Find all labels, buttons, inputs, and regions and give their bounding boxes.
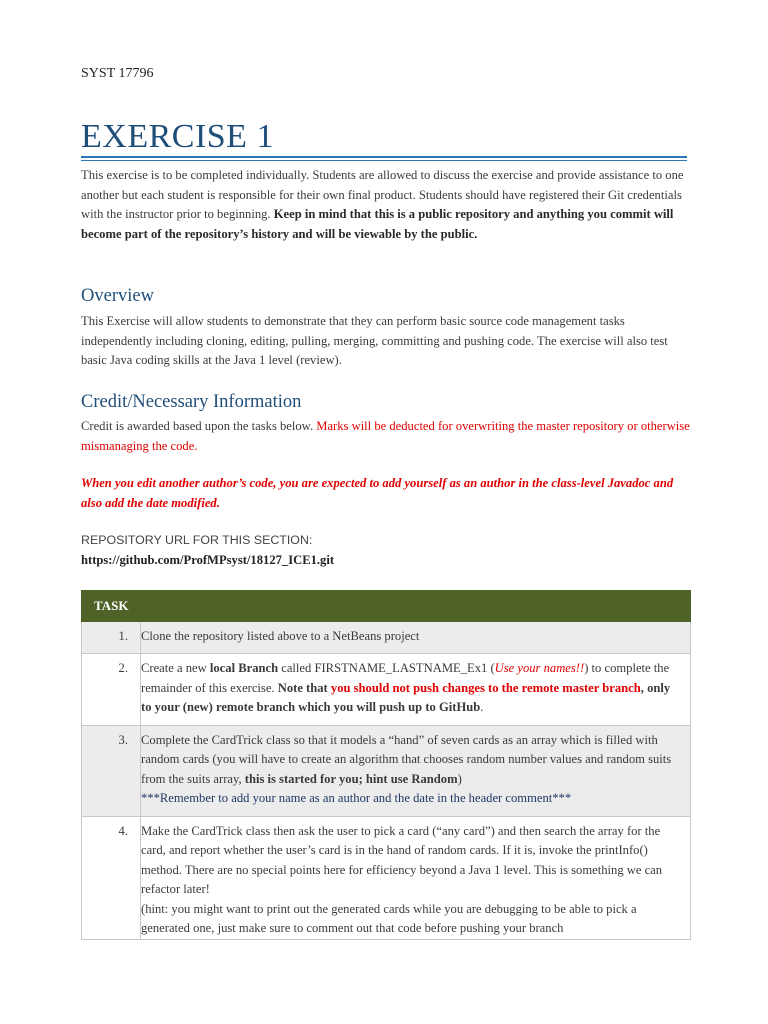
- task-reminder: ***Remember to add your name as an author and the date in the header comment***: [141, 791, 572, 805]
- credit-heading: Credit/Necessary Information: [81, 392, 302, 412]
- table-row: [82, 621, 691, 654]
- credit-warning: Marks will be deducted for overwriting the master repository or otherwise mismanaging the code.: [81, 419, 690, 453]
- table-row: [82, 654, 691, 726]
- task-description: Create a new local Branch called FIRSTNAME_LASTNAME_Ex1 (Use your names!!) to complete the remainder of this exercise. Note that you should not push changes to the remote master branch, only to your (new) remote branch which you will push up to GitHub.: [141, 654, 691, 726]
- title-underline: [81, 156, 687, 158]
- repository-block: [81, 531, 691, 570]
- task-table: [81, 590, 691, 940]
- author-note: When you edit another author’s code, you are expected to add yourself as an author in the class-level Javadoc and also add the date modified.: [81, 476, 674, 510]
- intro-bold-text: Keep in mind that this is a public repository and anything you commit will become part of the repository’s history and will be viewable by the public.: [81, 207, 674, 241]
- task-description: Make the CardTrick class then ask the user to pick a card (“any card”) and then search the array for the card, and report whether the user’s card is in the hand of random cards. If it is, invoke the printInfo() method. There are no special points here for efficiency beyond a Java 1 level. This is something we can refactor later! (hint: you might want to print out the generated cards while you are debugging to be able to pick a generated one, just make sure to comment out that code before pushing your branch: [141, 816, 691, 939]
- task-number: 4.: [82, 816, 141, 939]
- page-title: EXERCISE 1: [81, 118, 274, 155]
- task-table-header: TASK: [82, 591, 691, 622]
- table-row: [82, 816, 691, 939]
- task-number: 2.: [82, 654, 141, 726]
- task-number: 1.: [82, 621, 141, 654]
- overview-heading: Overview: [81, 286, 154, 306]
- intro-paragraph: [81, 166, 691, 244]
- credit-paragraph: [81, 417, 691, 456]
- task-number: 3.: [82, 725, 141, 816]
- task-description: Clone the repository listed above to a NetBeans project: [141, 621, 691, 654]
- title-underline-thin: [81, 160, 687, 161]
- credit-text: Credit is awarded based upon the tasks below.: [81, 419, 317, 433]
- task-description: Complete the CardTrick class so that it models a “hand” of seven cards as an array which is filled with random cards (you will have to create an algorithm that chooses random number values and random suits from the suits array, this is started for you; hint use Random) ***Remember to add your name as an author and the date in the header comment***: [141, 725, 691, 816]
- table-row: [82, 725, 691, 816]
- course-code: SYST 17796: [81, 66, 154, 81]
- intro-text: This exercise is to be completed individually. Students are allowed to discuss the exercise and provide assistance to one another but each student is responsible for their own final product. Students should have registered their Git credentials with the instructor prior to beginning.: [81, 168, 684, 221]
- overview-paragraph: This Exercise will allow students to demonstrate that they can perform basic source code management tasks independently including cloning, editing, pulling, merging, committing and pushing code. The exercise will also test basic Java coding skills at the Java 1 level (review).: [81, 314, 668, 367]
- repository-label: REPOSITORY URL FOR THIS SECTION:: [81, 533, 313, 547]
- repository-url-link[interactable]: https://github.com/ProfMPsyst/18127_ICE1.git: [81, 552, 335, 567]
